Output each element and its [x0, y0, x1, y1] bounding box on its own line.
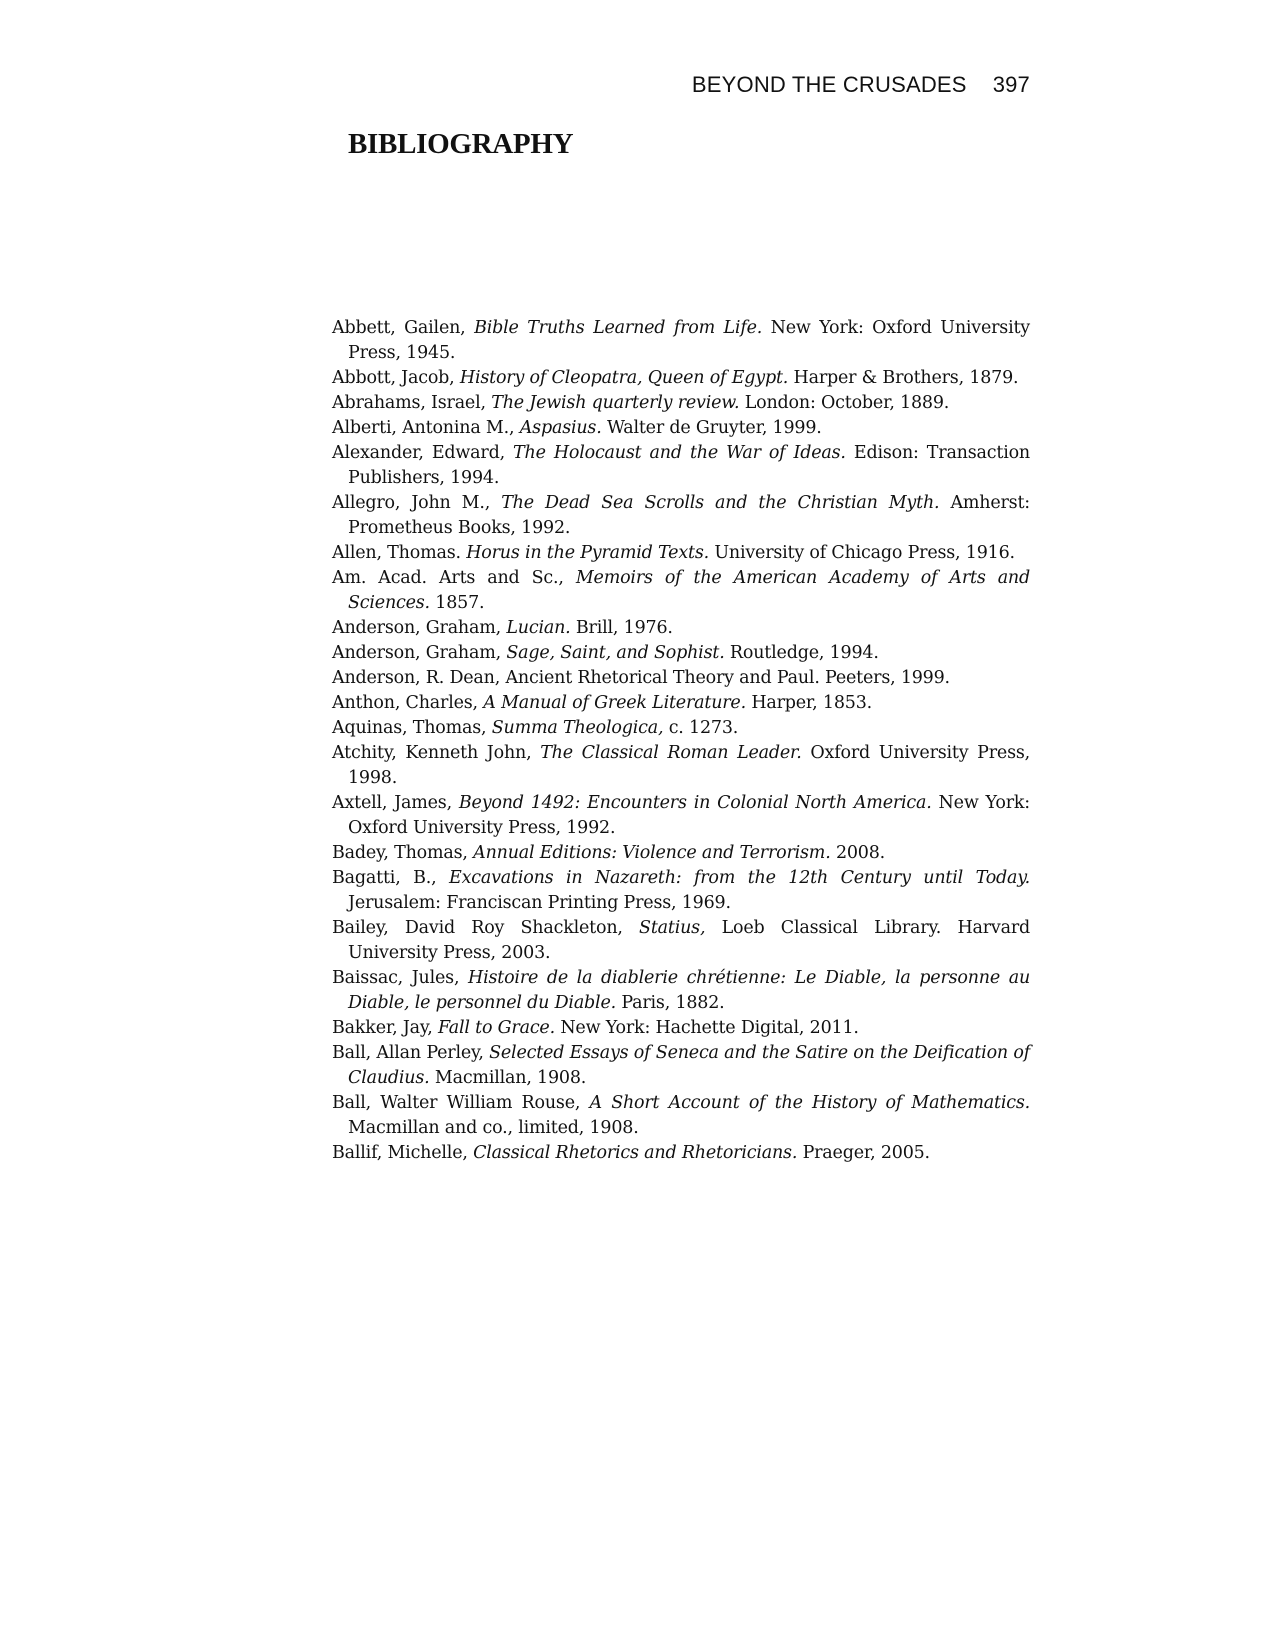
bibliography-entry: Alexander, Edward, The Holocaust and the War of Ideas. Edison: Transaction Publishers, 1994.	[332, 443, 1031, 488]
bibliography-entry: Am. Acad. Arts and Sc., Memoirs of the American Academy of Arts and Sciences. 1857.	[332, 568, 1030, 613]
bibliography-entry: Axtell, James, Beyond 1492: Encounters in Colonial North America. New York: Oxford University Press, 1992.	[332, 793, 1030, 838]
running-head	[600, 72, 1030, 98]
bibliography-entry: Anderson, Graham, Lucian. Brill, 1976.	[332, 618, 673, 638]
bibliography-entry: Abrahams, Israel, The Jewish quarterly review. London: October, 1889.	[332, 393, 950, 413]
bibliography-entry: Ball, Allan Perley, Selected Essays of Seneca and the Satire on the Deification of Claudius. Macmillan, 1908.	[332, 1043, 1030, 1088]
bibliography-entry: Bakker, Jay, Fall to Grace. New York: Hachette Digital, 2011.	[332, 1018, 859, 1038]
bibliography-entry: Allen, Thomas. Horus in the Pyramid Texts. University of Chicago Press, 1916.	[332, 543, 1015, 563]
bibliography-entry: Anderson, R. Dean, Ancient Rhetorical Theory and Paul. Peeters, 1999.	[332, 668, 950, 688]
bibliography-entry: Allegro, John M., The Dead Sea Scrolls and the Christian Myth. Amherst: Prometheus Books, 1992.	[332, 493, 1030, 538]
bibliography-entry: Abbott, Jacob, History of Cleopatra, Queen of Egypt. Harper & Brothers, 1879.	[332, 368, 1019, 388]
bibliography-entry: Badey, Thomas, Annual Editions: Violence and Terrorism. 2008.	[332, 843, 886, 863]
bibliography-entry: Ballif, Michelle, Classical Rhetorics and Rhetoricians. Praeger, 2005.	[332, 1143, 930, 1163]
page-number: 397	[992, 72, 1030, 97]
bibliography-entry: Baissac, Jules, Histoire de la diablerie chrétienne: Le Diable, la personne au Diable, le personnel du Diable. Paris, 1882.	[332, 968, 1031, 1013]
running-title: BEYOND THE CRUSADES	[691, 72, 967, 97]
bibliography-entry: Anderson, Graham, Sage, Saint, and Sophist. Routledge, 1994.	[332, 643, 879, 663]
bibliography-entry: Anthon, Charles, A Manual of Greek Literature. Harper, 1853.	[332, 693, 873, 713]
bibliography-entry: Abbett, Gailen, Bible Truths Learned from Life. New York: Oxford University Press, 1945.	[332, 318, 1030, 363]
bibliography-entry: Bagatti, B., Excavations in Nazareth: from the 12th Century until Today. Jerusalem: Franciscan Printing Press, 1969.	[332, 868, 1030, 913]
page-title: BIBLIOGRAPHY	[348, 128, 574, 160]
bibliography-entry: Ball, Walter William Rouse, A Short Account of the History of Mathematics. Macmillan and co., limited, 1908.	[332, 1093, 1031, 1138]
bibliography-entry: Bailey, David Roy Shackleton, Statius, Loeb Classical Library. Harvard University Press, 2003.	[332, 918, 1030, 963]
bibliography-entry: Alberti, Antonina M., Aspasius. Walter de Gruyter, 1999.	[332, 418, 822, 438]
bibliography-entry: Aquinas, Thomas, Summa Theologica, c. 1273.	[332, 718, 739, 738]
bibliography-entry: Atchity, Kenneth John, The Classical Roman Leader. Oxford University Press, 1998.	[332, 743, 1030, 788]
bibliography-list	[332, 316, 1030, 1166]
